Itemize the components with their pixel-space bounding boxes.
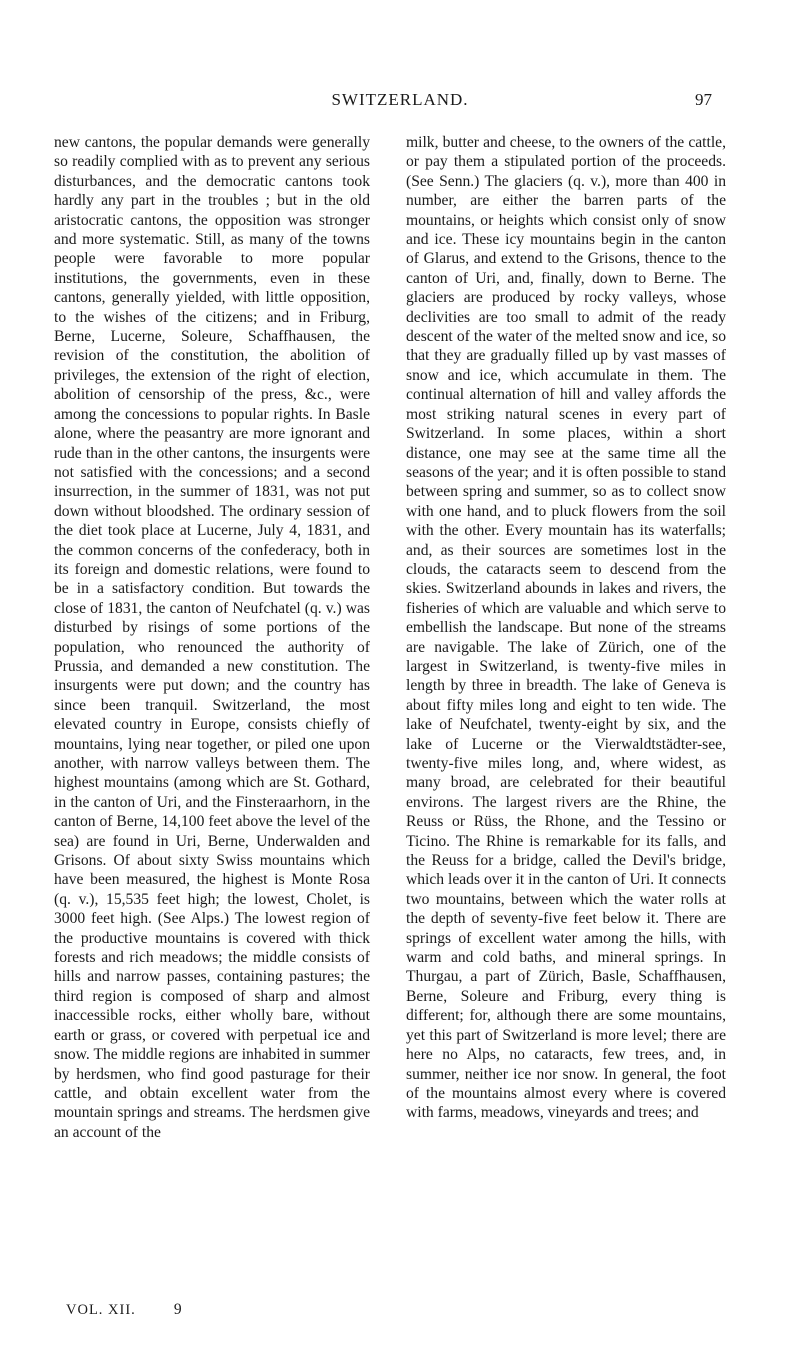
left-column-text: new cantons, the popular demands were generally so readily complied with as to prevent any serious disturbances, and the democratic cantons took hardly any part in the troubles ; but in the old aristocratic cantons, the opposition was stronger and more systematic. Still, as many of the towns people were favorable to more popular institutions, the governments, even in these cantons, generally yielded, with little opposition, to the wishes of the citizens; and in Friburg, Berne, Lucerne, Soleure, Schaffhausen, the revision of the constitution, the abolition of privileges, the extension of the right of election, abolition of censorship of the press, &c., were among the concessions to popular rights. In Basle alone, where the peasantry are more ignorant and rude than in the other cantons, the insurgents were not satisfied with the concessions; and a second insurrection, in the summer of 1831, was not put down without bloodshed. The ordinary session of the diet took place at Lucerne, July 4, 1831, and the common concerns of the confederacy, both in its foreign and domestic relations, were found to be in a satisfactory condition. But towards the close of 1831, the canton of Neufchatel (q. v.) was disturbed by risings of some portions of the population, who renounced the authority of Prussia, and demanded a new constitution. The insurgents were put down; and the country has since been tranquil. Switzerland, the most elevated country in Europe, consists chiefly of mountains, lying near together, or piled one upon another, with narrow valleys between them. The highest mountains (among which are St. Gothard, in the canton of Uri, and the Finsteraarhorn, in the canton of Berne, 14,100 feet above the level of the sea) are found in Uri, Berne, Underwalden and Grisons. Of about sixty Swiss mountains which have been measured, the highest is Monte Rosa (q. v.), 15,535 feet high; the lowest, Cholet, is 3000 feet high. (See Alps.) The lowest region of the productive mountains is covered with thick forests and rich meadows; the middle consists of hills and narrow passes, containing pastures; the third region is composed of sharp and almost inaccessible rocks, either wholly bare, without earth or grass, or covered with perpetual ice and snow. The middle regions are inhabited in summer by herdsmen, who find good pasturage for their cattle, and obtain excellent water from the mountain springs and streams. The herdsmen give an account of the xyxy=(54,134,370,1141)
running-head xyxy=(0,86,800,116)
signature-line xyxy=(66,1301,183,1319)
signature-mark: 9 xyxy=(173,1301,183,1318)
left-column xyxy=(54,133,370,1142)
volume-mark: VOL. XII. xyxy=(66,1302,136,1318)
page-number: 97 xyxy=(695,90,712,109)
running-title: SWITZERLAND. xyxy=(331,90,469,109)
right-column-text: milk, butter and cheese, to the owners of the cattle, or pay them a stipulated portion of the proceeds. (See Senn.) The glaciers (q. v.), more than 400 in number, are either the barren parts of the mountains, or heights which consist only of snow and ice. These icy mountains begin in the canton of Glarus, and extend to the Grisons, thence to the canton of Uri, and, finally, down to Berne. The glaciers are produced by rocky valleys, whose declivities are too small to admit of the ready descent of the water of the melted snow and ice, so that they are gradually filled up by vast masses of snow and ice, which accumulate in them. The continual alternation of hill and valley affords the most striking natural scenes in every part of Switzerland. In some places, within a short distance, one may see at the same time all the seasons of the year; and it is often possible to stand between spring and summer, so as to collect snow with one hand, and to pluck flowers from the soil with the other. Every mountain has its waterfalls; and, as their sources are sometimes lost in the clouds, the cataracts seem to descend from the skies. Switzerland abounds in lakes and rivers, the fisheries of which are valuable and which serve to embellish the landscape. But none of the streams are navigable. The lake of Zürich, one of the largest in Switzerland, is twenty-five miles in length by three in breadth. The lake of Geneva is about fifty miles long and eight to ten wide. The lake of Neufchatel, twenty-eight by six, and the lake of Lucerne or the Vierwaldtstädter-see, twenty-five miles long, and, where widest, as many broad, are celebrated for their beautiful environs. The largest rivers are the Rhine, the Reuss or Rüss, the Rhone, and the Tessino or Ticino. The Rhine is remarkable for its falls, and the Reuss for a bridge, called the Devil's bridge, which leads over it in the canton of Uri. It connects two mountains, between which the water rolls at the depth of seventy-five feet below it. There are springs of excellent water among the hills, with warm and cold baths, and mineral springs. In Thurgau, a part of Zürich, Basle, Schaffhausen, Berne, Soleure and Friburg, every thing is different; for, although there are some mountains, yet this part of Switzerland is more level; there are here no Alps, no cataracts, few trees, and, in summer, neither ice nor snow. In general, the foot of the mountains almost every where is covered with farms, meadows, vineyards and trees; and xyxy=(406,134,727,1122)
right-column xyxy=(406,133,726,1123)
